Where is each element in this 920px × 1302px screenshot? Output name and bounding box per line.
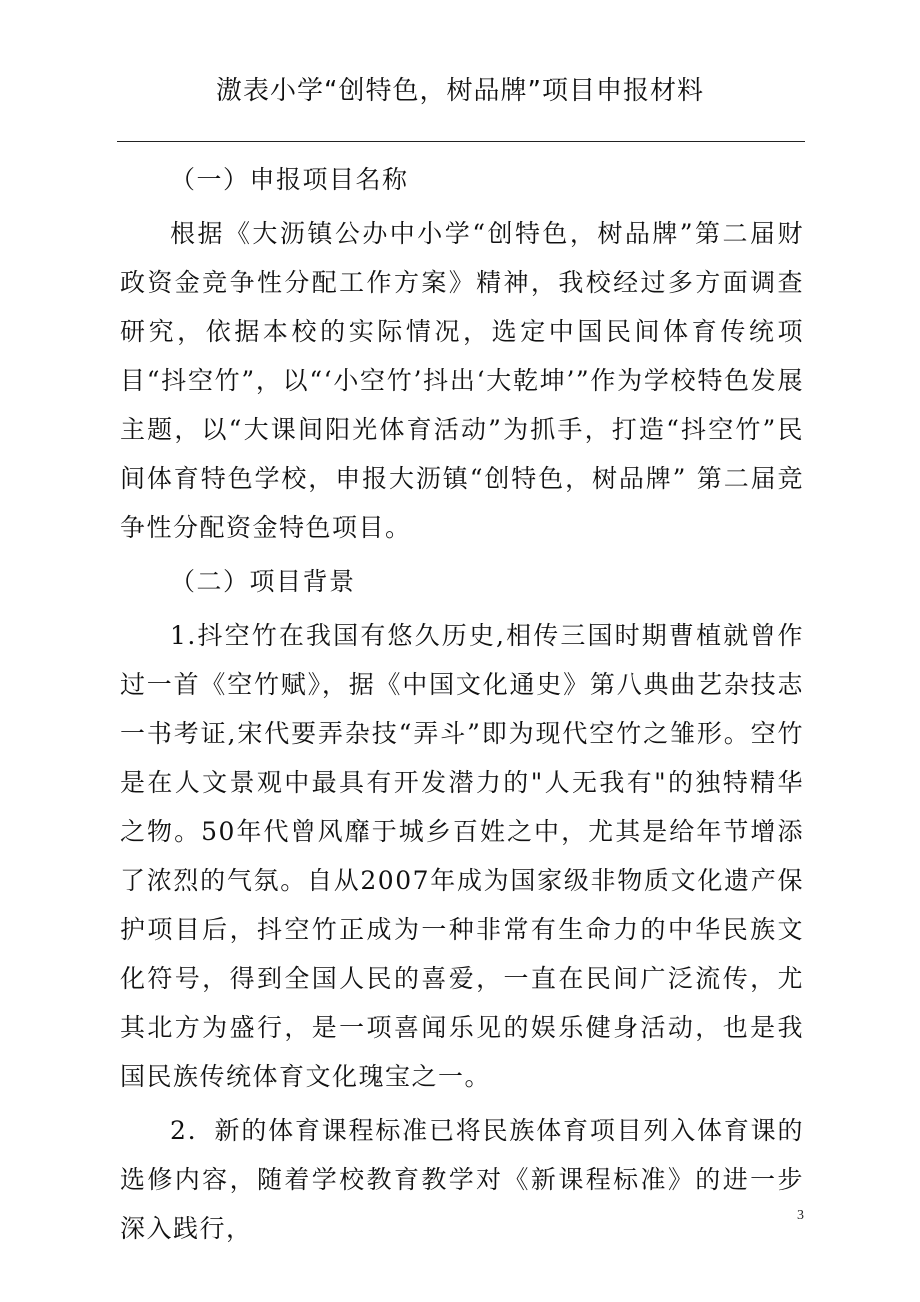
section-heading: （二）项目背景 [170,567,356,596]
paragraph: 1.抖空竹在我国有悠久历史,相传三国时期曹植就曾作过一首《空竹赋》，据《中国文化通史》第八典曲艺杂技志一书考证,宋代要弄杂技“弄斗”即为现代空竹之雏形。空竹是在人文景观中最具有开发潜力的"人无我有"的独特精华之物。50年代曾风靡于城乡百姓之中，尤其是给年节增添了浓烈的气氛。自从2007年成为国家级非物质文化遗产保护项目后，抖空竹正成为一种非常有生命力的中华民族文化符号，得到全国人民的喜爱，一直在民间广泛流传，尤其北方为盛行，是一项喜闻乐见的娱乐健身活动，也是我国民族传统体育文化瑰宝之一。 [120,621,804,1091]
header-divider [117,141,805,142]
document-body [120,155,804,1258]
document-header-title: 滶表小学“创特色，树品牌”项目申报材料 [216,76,704,106]
page-number: 3 [797,1208,804,1223]
paragraph: 根据《大沥镇公办中小学“创特色，树品牌”第二届财政资金竞争性分配工作方案》精神，我校经过多方面调查研究，依据本校的实际情况，选定中国民间体育传统项目“抖空竹”，以“‘小空竹’抖出‘大乾坤’”作为学校特色发展主题，以“大课间阳光体育活动”为抓手，打造“抖空竹”民间体育特色学校，申报大沥镇“创特色，树品牌” 第二届竞争性分配资金特色项目。 [120,219,804,542]
paragraph: 2．新的体育课程标准已将民族体育项目列入体育课的选修内容，随着学校教育教学对《新课程标准》的进一步深入践行， [120,1116,804,1243]
section-heading: （一）申报项目名称 [170,165,409,194]
